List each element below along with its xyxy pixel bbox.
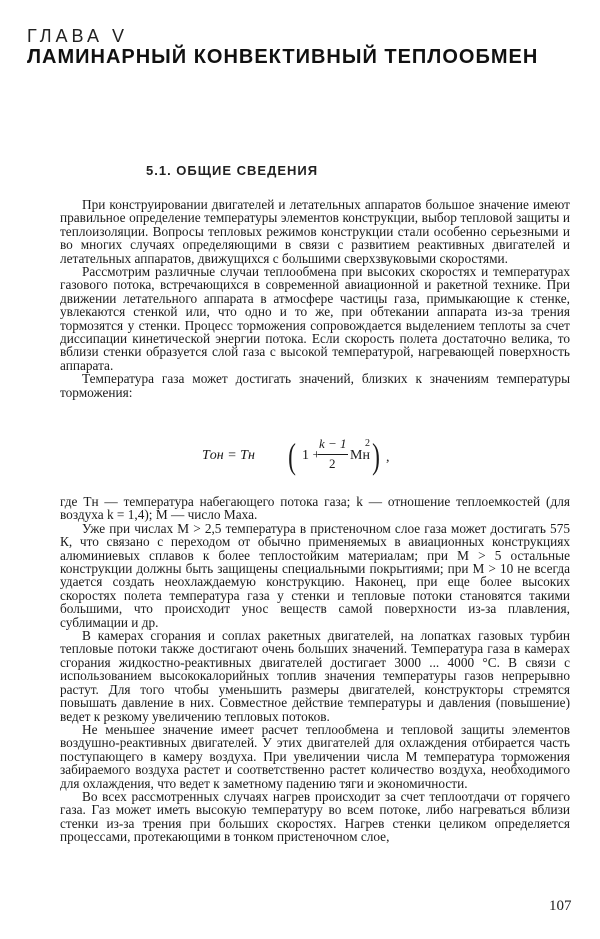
formula-mach: Mн — [350, 448, 370, 463]
paragraph: При конструировании двигателей и летательных аппаратов большое значение имеют правильное определение температуры элементов конструкции, выбор тепловой защиты и теплоизоляции. Вопросы тепловых режимов конструкции стали особенно серьезными и во многих случаях определяющими в связи с развитием реактивных двигателей и летательных аппаратов, движущихся с большими сверхзвуковыми скоростями. — [60, 197, 570, 266]
page-number: 107 — [549, 898, 572, 914]
chapter-title: ЛАМИНАРНЫЙ КОНВЕКТИВНЫЙ ТЕПЛООБМЕН — [27, 46, 539, 68]
formula-one-plus: 1 + — [302, 448, 321, 463]
paragraph: В камерах сгорания и соплах ракетных двигателей, на лопатках газовых турбин тепловые потоки также достигают очень больших значений. Температура газа в камерах сгорания жидкостно-реактивных двигателей достигает 3000 ... 4000 °С. В связи с использованием высококалорийных топлив значения температуры газов непрерывно растут. Для того чтобы уменьшить размеры двигателей, конструкторы стремятся повышать давление в них. Совместное действие температуры и давления (повышение) ведет к резкому увеличению тепловых потоков. — [60, 628, 570, 724]
stagnation-temperature-formula — [202, 436, 422, 480]
chapter-label: ГЛАВА V — [27, 26, 128, 46]
formula-left-paren: ( — [288, 436, 296, 476]
formula-power: 2 — [365, 438, 370, 449]
paragraph: Уже при числах M > 2,5 температура в пристеночном слое газа может достигать 575 К, что связано с переходом от обычно применяемых в авиационных конструкциях алюминиевых сплавов к более теплостойким материалам; при M > 5 остальные конструкции должны быть защищены специальными покрытиями; при M > 10 не всегда удается создать неохлаждаемую конструкцию. Наконец, при еще более высоких скоростях полета температура газа у стенки и тепловые потоки становятся такими большими, что происходит унос веществ самой поверхности из-за плавления, сублимации и др. — [60, 520, 570, 630]
formula-lhs: Tон = Tн — [202, 448, 255, 463]
formula-right-paren: ) — [372, 436, 380, 476]
text-block-after-formula — [60, 495, 570, 844]
formula-denominator: 2 — [329, 456, 336, 471]
paragraph: Рассмотрим различные случаи теплообмена при высоких скоростях и температурах газового потока, встречающихся в современной авиационной и ракетной технике. При движении летательного аппарата в атмосфере частицы газа, примыкающие к стенке, увлекаются стенкой или, что одно и то же, при обтекании аппарата из-за трения тормозятся у стенки. Процесс торможения сопровождается выделением теплоты за счет диссипации кинетической энергии потока. Если скорость полета достаточно велика, то вблизи стенки образуется слой газа с высокой температурой, нагревающей поверхность аппарата. — [60, 264, 570, 373]
paragraph: Во всех рассмотренных случаях нагрев происходит за счет теплоотдачи от горячего газа. Газ может иметь высокую температуру во всем потоке, либо нагреваться вблизи стенки из-за трения при больших скоростях. Нагрев стенки целиком определяется процессами, протекающими в тонком пристеночном слое, — [60, 788, 570, 845]
paragraph: Температура газа может достигать значений, близких к значениям температуры торможения: — [60, 371, 570, 400]
formula-trailing: , — [386, 450, 390, 465]
paragraph: Не меньшее значение имеет расчет теплообмена и тепловой защиты элементов воздушно-реактивных двигателей. У этих двигателей для охлаждения отбирается часть поступающего в камеру воздуха. При увеличении числа M температура торможения забираемого воздуха растет и соответственно растет количество воздуха, необходимого для охлаждения, что ведет к заметному падению тяги и экономичности. — [60, 721, 570, 791]
formula-fraction-bar — [318, 454, 348, 455]
text-block-before-formula — [60, 198, 570, 399]
section-heading: 5.1. ОБЩИЕ СВЕДЕНИЯ — [146, 163, 319, 178]
paragraph: где Tн — температура набегающего потока газа; k — отношение теплоемкостей (для воздуха k = 1,4); M — число Маха. — [60, 494, 570, 523]
formula-numerator: k − 1 — [319, 436, 347, 451]
